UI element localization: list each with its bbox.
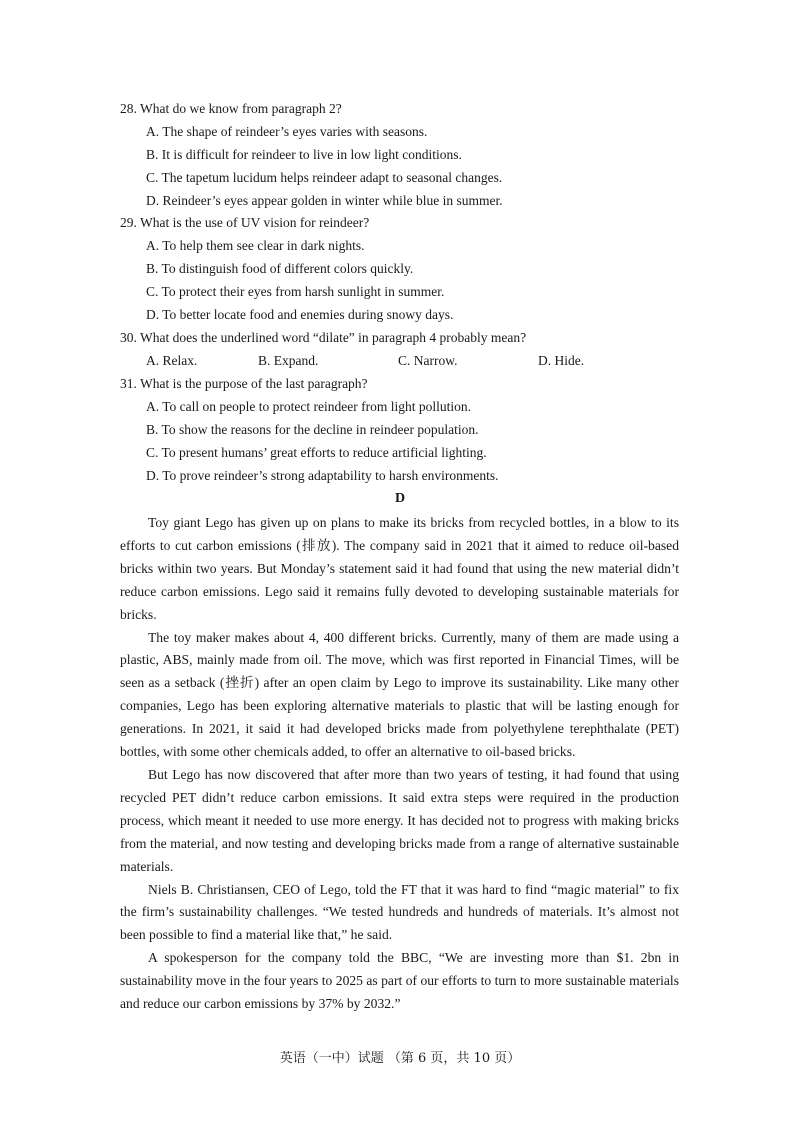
passage-paragraph-5: A spokesperson for the company told the BBC, “We are investing more than $1. 2bn in sustainability move in the four years to 2025 as part of our efforts to turn to more sustainable materials and reduce our carbon emissions by 37% by 2032.” — [120, 950, 679, 1012]
passage-paragraph-1: Toy giant Lego has given up on plans to make its bricks from recycled bottles, in a blow to its efforts to cut carbon emissions (排放). The company said in 2021 that it aimed to reduce oil-based bricks within two years. But Monday’s statement said it had found that using the new material didn’t reduce carbon emissions. Lego said it remains fully devoted to developing sustainable materials for bricks. — [120, 515, 679, 622]
question-30-option-b: B. Expand. — [258, 353, 319, 368]
question-28-option-a: A. The shape of reindeer’s eyes varies with seasons. — [146, 124, 428, 139]
reading-passage — [120, 512, 679, 1016]
question-29-option-d: D. To better locate food and enemies during snowy days. — [146, 307, 454, 322]
question-31-option-c: C. To present humans’ great efforts to reduce artificial lighting. — [146, 445, 487, 460]
passage-paragraph-4: Niels B. Christiansen, CEO of Lego, told the FT that it was hard to find “magic material” to fix the firm’s sustainability challenges. “We tested hundreds and hundreds of materials. It’s almost not been possible to find a material like that,” he said. — [120, 881, 679, 943]
page-footer: 英语（一中）试题 （第 6 页，共 10 页） — [279, 1051, 521, 1066]
question-28-option-c: C. The tapetum lucidum helps reindeer adapt to seasonal changes. — [146, 170, 503, 185]
question-31-option-a: A. To call on people to protect reindeer from light pollution. — [146, 399, 471, 414]
question-31-option-b: B. To show the reasons for the decline in reindeer population. — [146, 422, 479, 437]
question-28-option-b: B. It is difficult for reindeer to live in low light conditions. — [146, 147, 462, 162]
question-31-option-d: D. To prove reindeer’s strong adaptability to harsh environments. — [146, 468, 499, 483]
question-30-option-a: A. Relax. — [146, 353, 198, 368]
passage-paragraph-3: But Lego has now discovered that after more than two years of testing, it had found that using recycled PET didn’t reduce carbon emissions. It said extra steps were required in the production process, which meant it needed to use more energy. It has decided not to progress with making bricks from the material, and now testing and developing bricks made from a range of alternative sustainable materials. — [120, 766, 679, 874]
question-30-option-d: D. Hide. — [538, 353, 585, 368]
question-28-stem: 28. What do we know from paragraph 2? — [120, 101, 342, 116]
question-30-stem: 30. What does the underlined word “dilate” in paragraph 4 probably mean? — [120, 330, 527, 345]
question-30-option-c: C. Narrow. — [398, 353, 458, 368]
question-29-stem: 29. What is the use of UV vision for reindeer? — [120, 215, 370, 230]
question-29-option-a: A. To help them see clear in dark nights. — [146, 238, 365, 253]
section-heading: D — [394, 491, 406, 506]
question-31-stem: 31. What is the purpose of the last paragraph? — [120, 376, 368, 391]
question-29-option-c: C. To protect their eyes from harsh sunlight in summer. — [146, 284, 445, 299]
question-28-option-d: D. Reindeer’s eyes appear golden in winter while blue in summer. — [146, 193, 503, 208]
question-29-option-b: B. To distinguish food of different colors quickly. — [146, 261, 414, 276]
passage-paragraph-2: The toy maker makes about 4, 400 different bricks. Currently, many of them are made using a plastic, ABS, mainly made from oil. The move, which was first reported in Financial Times, will be seen as a setback (挫折) after an open claim by Lego to improve its sustainability. Like many other companies, Lego has been exploring alternative materials to plastic that will be lasting enough for generations. In 2021, it said it had developed bricks made from polyethylene terephthalate (PET) bottles, with some other chemicals added, to offer an alternative to oil-based bricks. — [120, 629, 679, 760]
